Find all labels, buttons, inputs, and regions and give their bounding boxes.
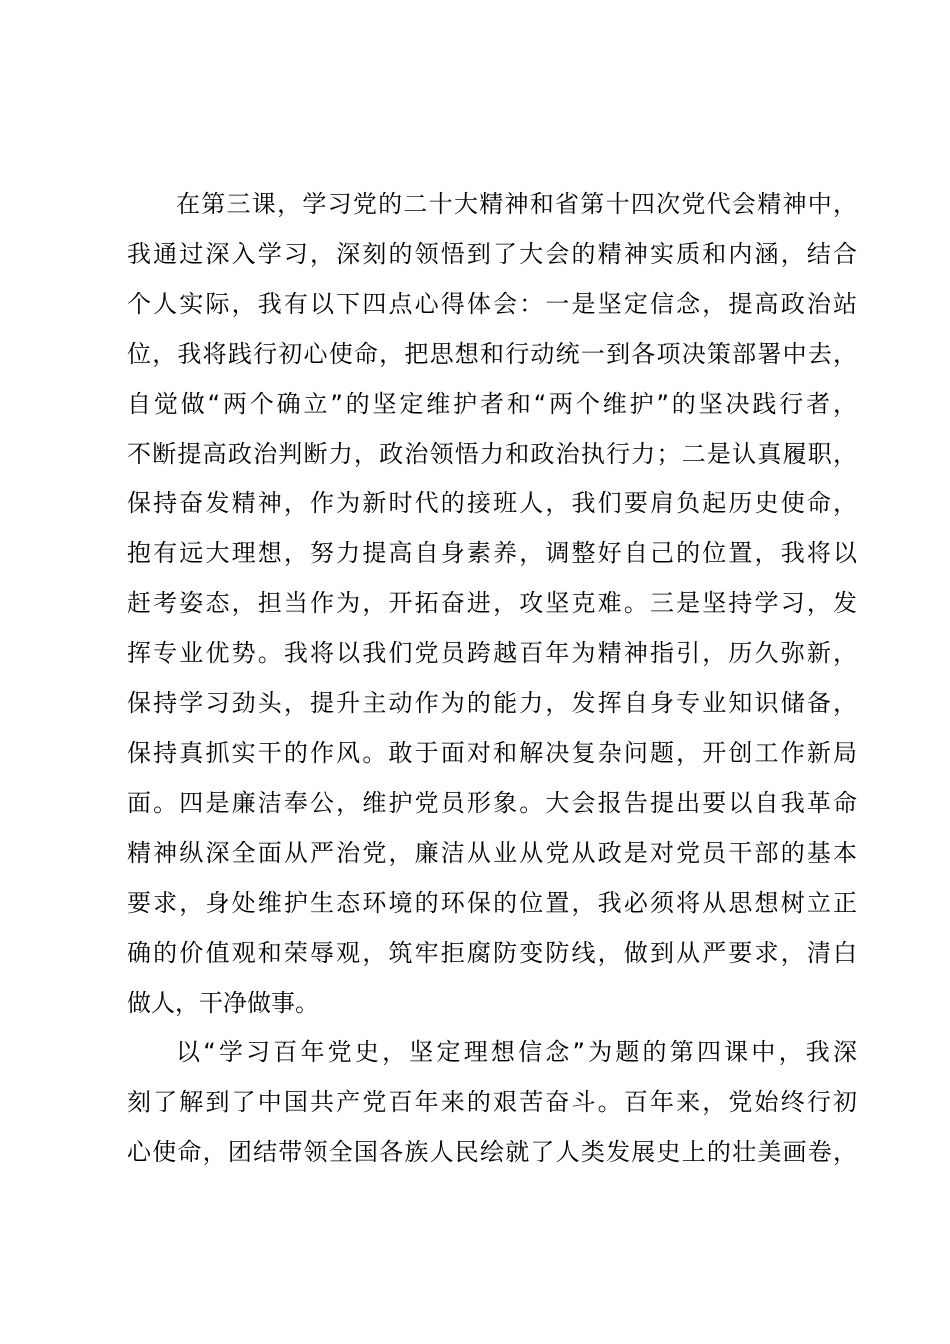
text-line: 挥专业优势。我将以我们党员跨越百年为精神指引，历久弥新，: [127, 639, 857, 668]
text-line: 确的价值观和荣辱观，筑牢拒腐防变防线，做到从严要求，清白: [127, 938, 857, 967]
text-line: 刻了解到了中国共产党百年来的艰苦奋斗。百年来，党始终行初: [127, 1088, 857, 1117]
text-line: 我通过深入学习，深刻的领悟到了大会的精神实质和内涵，结合: [127, 239, 857, 268]
text-line: 在第三课，学习党的二十大精神和省第十四次党代会精神中，: [176, 190, 857, 218]
paragraph-1: [127, 180, 857, 1028]
text-line: 保持奋发精神，作为新时代的接班人，我们要肩负起历史使命，: [127, 489, 857, 518]
text-line: 保持学习劲头，提升主动作为的能力，发挥自身专业知识储备，: [127, 689, 857, 718]
paragraph-2: [127, 1028, 857, 1178]
text-line: 做人，干净做事。: [127, 988, 319, 1017]
document-body: [127, 180, 857, 1178]
text-line: 心使命，团结带领全国各族人民绘就了人类发展史上的壮美画卷，: [127, 1138, 857, 1167]
text-line: 以“学习百年党史，坚定理想信念”为题的第四课中，我深: [176, 1038, 857, 1067]
text-line: 个人实际，我有以下四点心得体会：一是坚定信念，提高政治站: [127, 289, 857, 318]
text-line: 自觉做“两个确立”的坚定维护者和“两个维护”的坚决践行者，: [127, 389, 857, 418]
text-line: 要求，身处维护生态环境的环保的位置，我必须将从思想树立正: [127, 888, 857, 917]
text-line: 精神纵深全面从严治党，廉洁从业从党从政是对党员干部的基本: [127, 838, 857, 867]
text-line: 不断提高政治判断力，政治领悟力和政治执行力；二是认真履职，: [127, 439, 857, 468]
text-line: 抱有远大理想，努力提高自身素养，调整好自己的位置，我将以: [127, 539, 857, 568]
text-line: 赶考姿态，担当作为，开拓奋进，攻坚克难。三是坚持学习，发: [127, 589, 857, 618]
text-line: 位，我将践行初心使命，把思想和行动统一到各项决策部署中去，: [127, 339, 857, 368]
text-line: 保持真抓实干的作风。敢于面对和解决复杂问题，开创工作新局: [127, 738, 857, 767]
text-line: 面。四是廉洁奉公，维护党员形象。大会报告提出要以自我革命: [127, 788, 857, 817]
